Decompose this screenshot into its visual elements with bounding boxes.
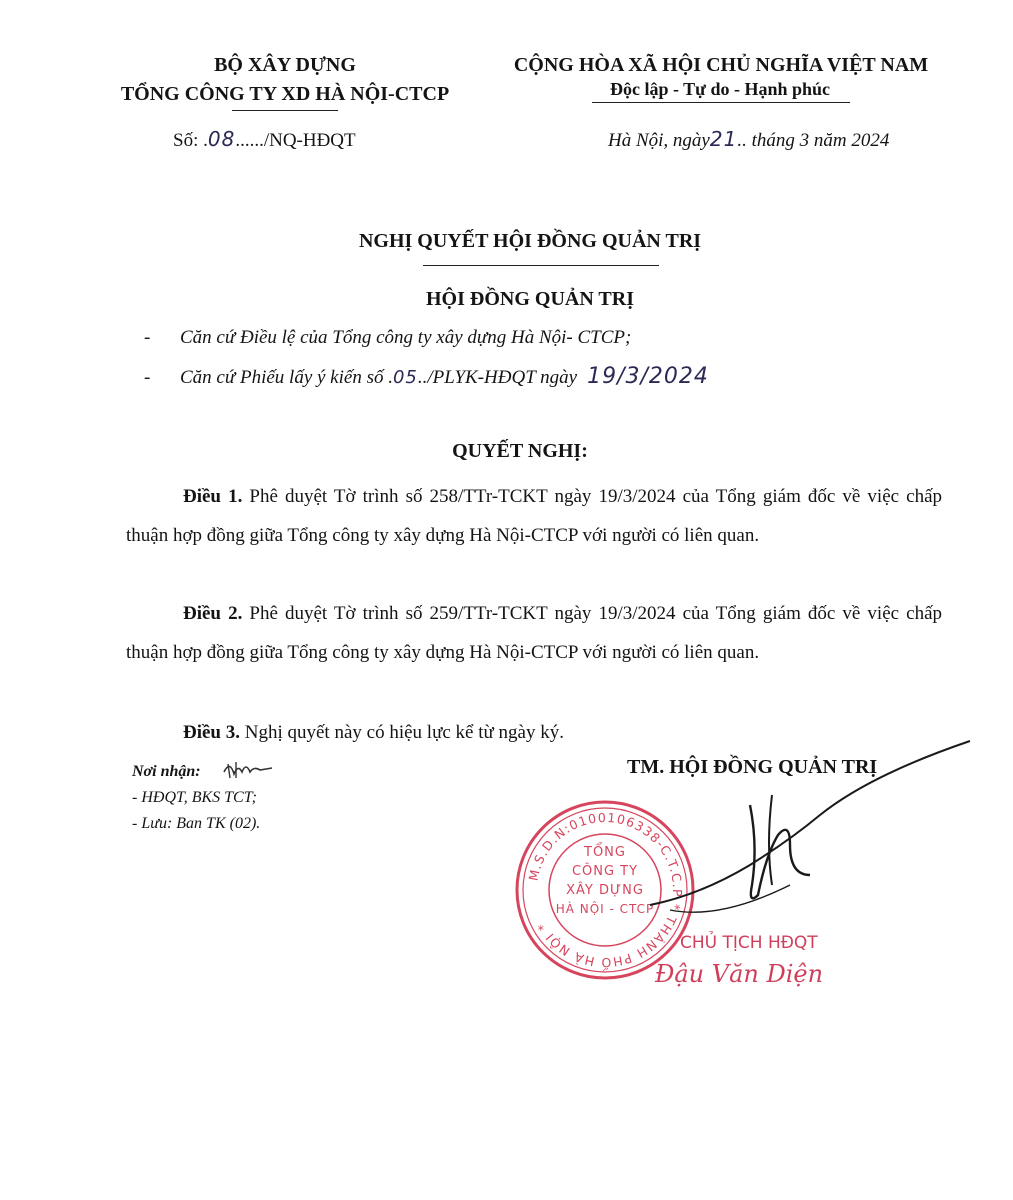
signatory-position: CHỦ TỊCH HĐQT xyxy=(680,933,818,953)
basis-text-prefix: Căn cứ Phiếu lấy ý kiến số . xyxy=(180,367,393,388)
country-name: CỘNG HÒA XÃ HỘI CHỦ NGHĨA VIỆT NAM xyxy=(513,54,929,76)
document-number-handwritten: 08 xyxy=(207,127,236,151)
document-title: NGHỊ QUYẾT HỘI ĐỒNG QUẢN TRỊ xyxy=(358,230,702,252)
ministry-name: BỘ XÂY DỰNG xyxy=(214,54,356,76)
document-title-underline xyxy=(423,265,659,266)
stamp-ring-text: M.S.D.N:0100106338-C.T.C.P * THÀNH PHỐ HÀ NỘI * xyxy=(525,809,686,971)
chairman-signature xyxy=(640,735,980,925)
basis-item-2 xyxy=(144,364,709,389)
recipients-initial-mark xyxy=(220,758,280,782)
signature-on-behalf: TM. HỘI ĐỒNG QUẢN TRỊ xyxy=(627,756,878,778)
motto-underline xyxy=(592,102,850,103)
recipient-item: - Lưu: Ban TK (02). xyxy=(132,815,261,832)
issue-date-day-handwritten: 21 xyxy=(709,127,738,151)
document-number-suffix: ....../NQ-HĐQT xyxy=(235,130,356,151)
issue-date-prefix: Hà Nội, ngày xyxy=(608,130,710,151)
board-title: HỘI ĐỒNG QUẢN TRỊ xyxy=(426,288,634,310)
ballot-date-handwritten: 19/3/2024 xyxy=(587,364,709,389)
company-name: TỔNG CÔNG TY XD HÀ NỘI-CTCP xyxy=(120,83,450,105)
recipient-item: - HĐQT, BKS TCT; xyxy=(132,789,257,806)
document-number-prefix: Số: . xyxy=(173,130,208,151)
article-label: Điều 1. xyxy=(183,486,243,507)
document-number xyxy=(173,127,356,152)
basis-bullet: - xyxy=(144,367,151,388)
company-underline xyxy=(232,110,338,111)
national-motto: Độc lập - Tự do - Hạnh phúc xyxy=(609,79,831,99)
signatory-name: Đậu Văn Diện xyxy=(655,960,824,988)
article-2 xyxy=(126,594,942,672)
resolve-title: QUYẾT NGHỊ: xyxy=(452,440,588,462)
article-label: Điều 3. xyxy=(183,722,240,743)
article-text: Phê duyệt Tờ trình số 258/TTr-TCKT ngày 19/3/2024 của Tổng giám đốc về việc chấp thuận hợp đồng giữa Tổng công ty xây dựng Hà Nội-CTCP với người có liên quan. xyxy=(126,486,943,546)
recipients-title: Nơi nhận: xyxy=(132,763,201,780)
article-label: Điều 2. xyxy=(183,603,243,624)
stamp-line: CÔNG TY xyxy=(571,864,639,879)
article-text: Nghị quyết này có hiệu lực kể từ ngày ký. xyxy=(240,722,564,743)
issue-date-suffix: .. tháng 3 năm 2024 xyxy=(737,130,890,151)
basis-bullet: - xyxy=(144,327,151,348)
basis-item-1 xyxy=(144,327,631,349)
issue-date xyxy=(608,127,889,152)
stamp-line: HÀ NỘI - CTCP xyxy=(555,902,655,916)
stamp-line: TỔNG xyxy=(584,845,626,860)
stamp-line: XÂY DỰNG xyxy=(566,883,644,898)
ballot-number-handwritten: 05 xyxy=(392,367,418,388)
article-text: Phê duyệt Tờ trình số 259/TTr-TCKT ngày 19/3/2024 của Tổng giám đốc về việc chấp thuận hợp đồng giữa Tổng công ty xây dựng Hà Nội-CTCP với người có liên quan. xyxy=(126,603,943,663)
basis-text: Căn cứ Điều lệ của Tổng công ty xây dựng Hà Nội- CTCP; xyxy=(180,327,632,348)
article-1 xyxy=(126,477,942,555)
basis-text-suffix: ../PLYK-HĐQT ngày xyxy=(417,367,578,388)
